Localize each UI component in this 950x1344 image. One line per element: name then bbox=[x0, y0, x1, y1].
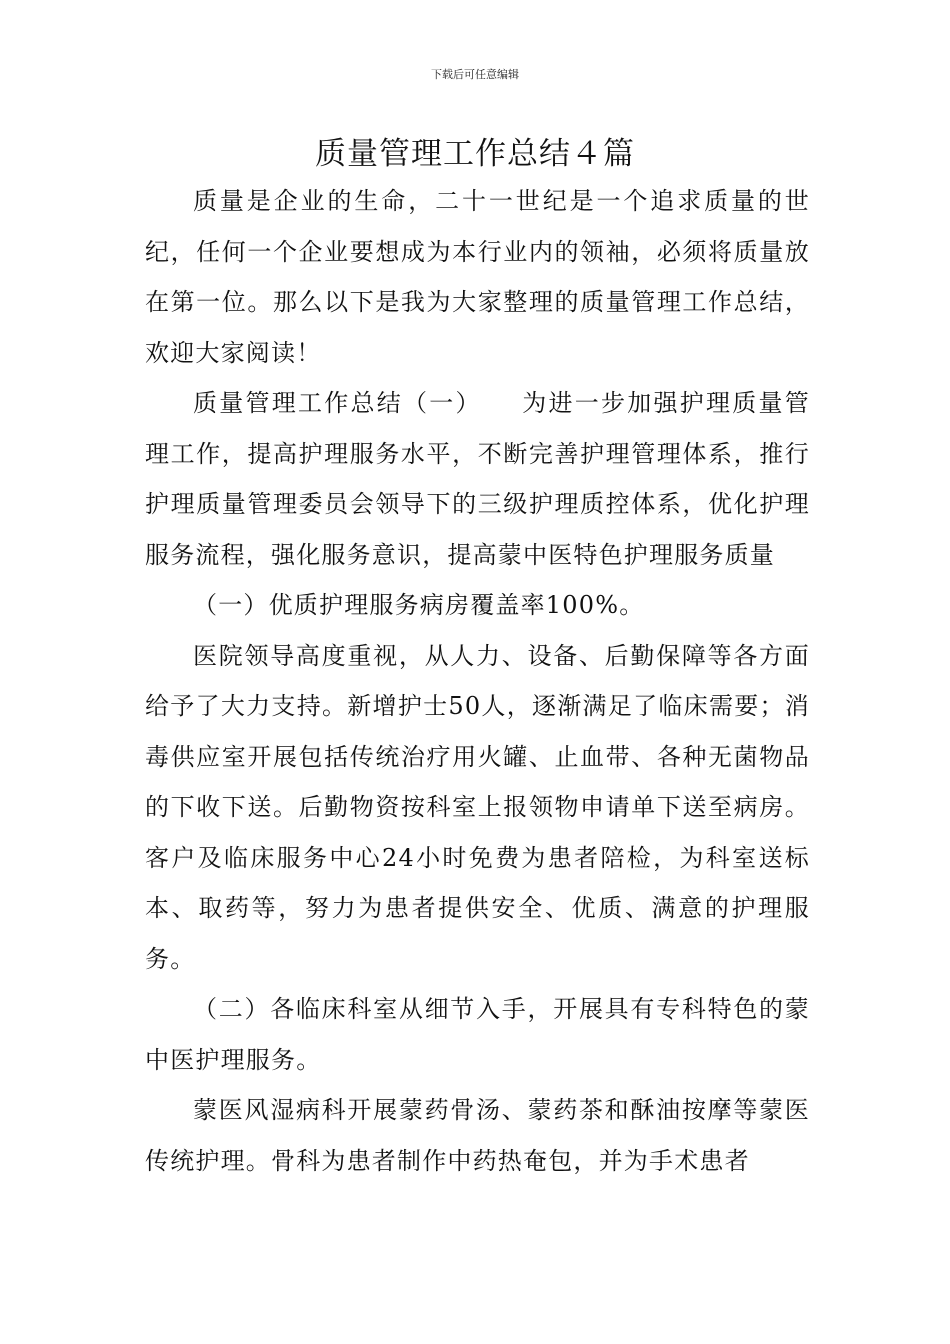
paragraph-rheumatology: 蒙医风湿病科开展蒙药骨汤、蒙药茶和酥油按摩等蒙医传统护理。骨科为患者制作中药热奄包，并为手术患者 bbox=[145, 1096, 810, 1175]
header-note: 下载后可任意编辑 bbox=[431, 68, 519, 81]
document-title: 质量管理工作总结４篇 bbox=[315, 136, 635, 172]
paragraph-section-two-heading: （二）各临床科室从细节入手，开展具有专科特色的蒙中医护理服务。 bbox=[145, 995, 810, 1074]
paragraph-summary-one: 质量管理工作总结（一） 为进一步加强护理质量管理工作，提高护理服务水平，不断完善护理管理体系，推行护理质量管理委员会领导下的三级护理质控体系，优化护理服务流程，强化服务意识，提高蒙中医特色护理服务质量 bbox=[145, 389, 810, 569]
paragraph-hospital-support: 医院领导高度重视，从人力、设备、后勤保障等各方面给予了大力支持。新增护士50人，逐渐满足了临床需要；消毒供应室开展包括传统治疗用火罐、止血带、各种无菌物品的下收下送。后勤物资按科室上报领物申请单下送至病房。客户及临床服务中心24小时免费为患者陪检，为科室送标本、取药等，努力为患者提供安全、优质、满意的护理服务。 bbox=[145, 641, 810, 973]
paragraph-section-one-heading: （一）优质护理服务病房覆盖率100%。 bbox=[193, 591, 645, 619]
document-body bbox=[145, 176, 810, 1186]
paragraph-intro: 质量是企业的生命，二十一世纪是一个追求质量的世纪，任何一个企业要想成为本行业内的领袖，必须将质量放在第一位。那么以下是我为大家整理的质量管理工作总结，欢迎大家阅读！ bbox=[145, 187, 810, 367]
